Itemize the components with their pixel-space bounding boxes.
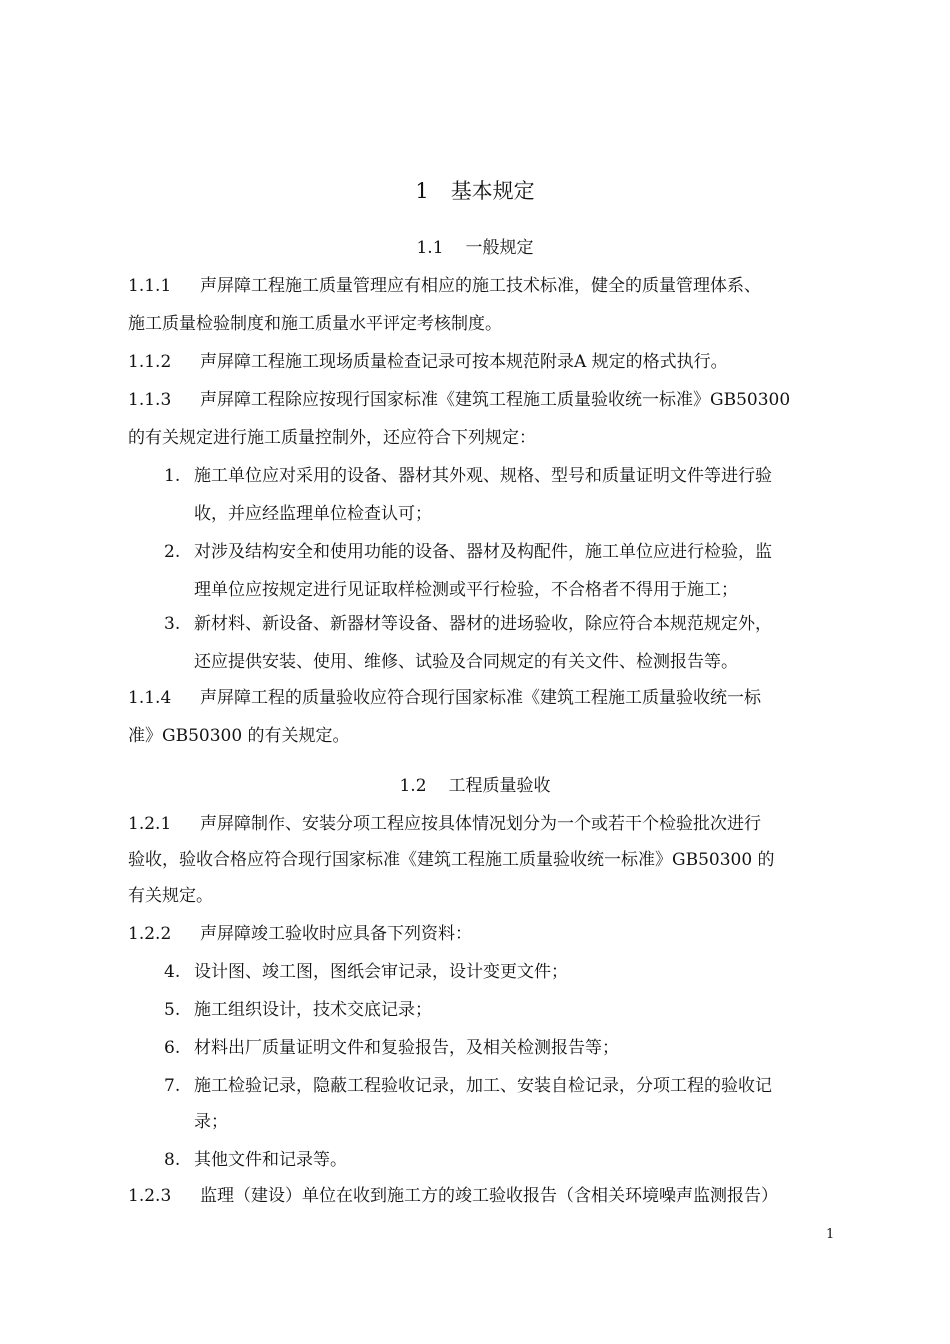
list-item-number: 8. [164,1150,181,1170]
chapter-title [0,176,950,206]
list-item-text: 新材料、新设备、新器材等设备、器材的进场验收，除应符合本规范规定外， [194,614,772,634]
list-item-number: 1. [164,466,181,486]
list-item-text: 设计图、竣工图，图纸会审记录，设计变更文件； [194,962,568,982]
clause-number: 1.1.3 [128,390,172,410]
list-item-number: 6. [164,1038,181,1058]
clause-1-1-1 [128,272,840,300]
clause-text: 声屏障工程的质量验收应符合现行国家标准《建筑工程施工质量验收统一标 [200,688,761,708]
clause-1-2-1-continued: 验收，验收合格应符合现行国家标准《建筑工程施工质量验收统一标准》GB50300 的 [128,850,775,870]
section-title-text: 工程质量验收 [448,776,551,796]
list-item-text: 材料出厂质量证明文件和复验报告，及相关检测报告等； [194,1038,619,1058]
clause-number: 1.1.4 [128,688,172,708]
list-item-text: 对涉及结构安全和使用功能的设备、器材及构配件，施工单位应进行检验，监 [194,542,772,562]
list-item-text-continued: 还应提供安装、使用、维修、试验及合同规定的有关文件、检测报告等。 [194,652,738,672]
list-item-text: 施工单位应对采用的设备、器材其外观、规格、型号和质量证明文件等进行验 [194,466,772,486]
clause-1-1-3 [128,386,840,414]
clause-1-2-3 [128,1182,840,1210]
clause-text: 声屏障工程施工现场质量检查记录可按本规范附录A 规定的格式执行。 [200,352,728,372]
clause-text: 声屏障工程除应按现行国家标准《建筑工程施工质量验收统一标准》GB50300 [200,390,791,410]
clause-number: 1.2.1 [128,814,172,834]
clause-1-1-2 [128,348,840,376]
clause-text: 声屏障竣工验收时应具备下列资料： [200,924,472,944]
list-item-text-continued: 收，并应经监理单位检查认可； [194,504,432,524]
chapter-title-text: 基本规定 [450,179,535,203]
list-item-text-continued: 理单位应按规定进行见证取样检测或平行检验，不合格者不得用于施工； [194,580,738,600]
clause-number: 1.1.2 [128,352,172,372]
clause-number: 1.2.2 [128,924,172,944]
list-item-text: 施工检验记录，隐蔽工程验收记录，加工、安装自检记录，分项工程的验收记 [194,1076,772,1096]
clause-1-2-1 [128,810,840,838]
chapter-number: 1 [415,179,429,203]
section-title-1-1 [0,234,950,262]
list-item-number: 5. [164,1000,181,1020]
list-item-number: 4. [164,962,181,982]
clause-number: 1.1.1 [128,276,172,296]
section-title-text: 一般规定 [465,238,534,258]
clause-text: 声屏障制作、安装分项工程应按具体情况划分为一个或若干个检验批次进行 [200,814,761,834]
list-item-number: 2. [164,542,181,562]
clause-1-1-4 [128,684,840,712]
list-item-number: 7. [164,1076,181,1096]
clause-1-1-3-continued: 的有关规定进行施工质量控制外，还应符合下列规定： [128,428,536,448]
section-title-1-2 [0,772,950,800]
clause-number: 1.2.3 [128,1186,172,1206]
clause-1-1-4-continued: 准》GB50300 的有关规定。 [128,726,350,746]
list-item-number: 3. [164,614,181,634]
clause-text: 监理（建设）单位在收到施工方的竣工验收报告（含相关环境噪声监测报告） [200,1186,778,1206]
page-number: 1 [826,1227,835,1242]
clause-1-2-1-continued: 有关规定。 [128,886,213,906]
list-item-text-continued: 录； [194,1112,228,1132]
list-item-text: 施工组织设计，技术交底记录； [194,1000,432,1020]
clause-text: 声屏障工程施工质量管理应有相应的施工技术标准，健全的质量管理体系、 [200,276,761,296]
section-number: 1.2 [399,776,427,796]
clause-1-1-1-continued: 施工质量检验制度和施工质量水平评定考核制度。 [128,314,502,334]
section-number: 1.1 [416,238,444,258]
list-item-text: 其他文件和记录等。 [194,1150,347,1170]
clause-1-2-2 [128,920,840,948]
